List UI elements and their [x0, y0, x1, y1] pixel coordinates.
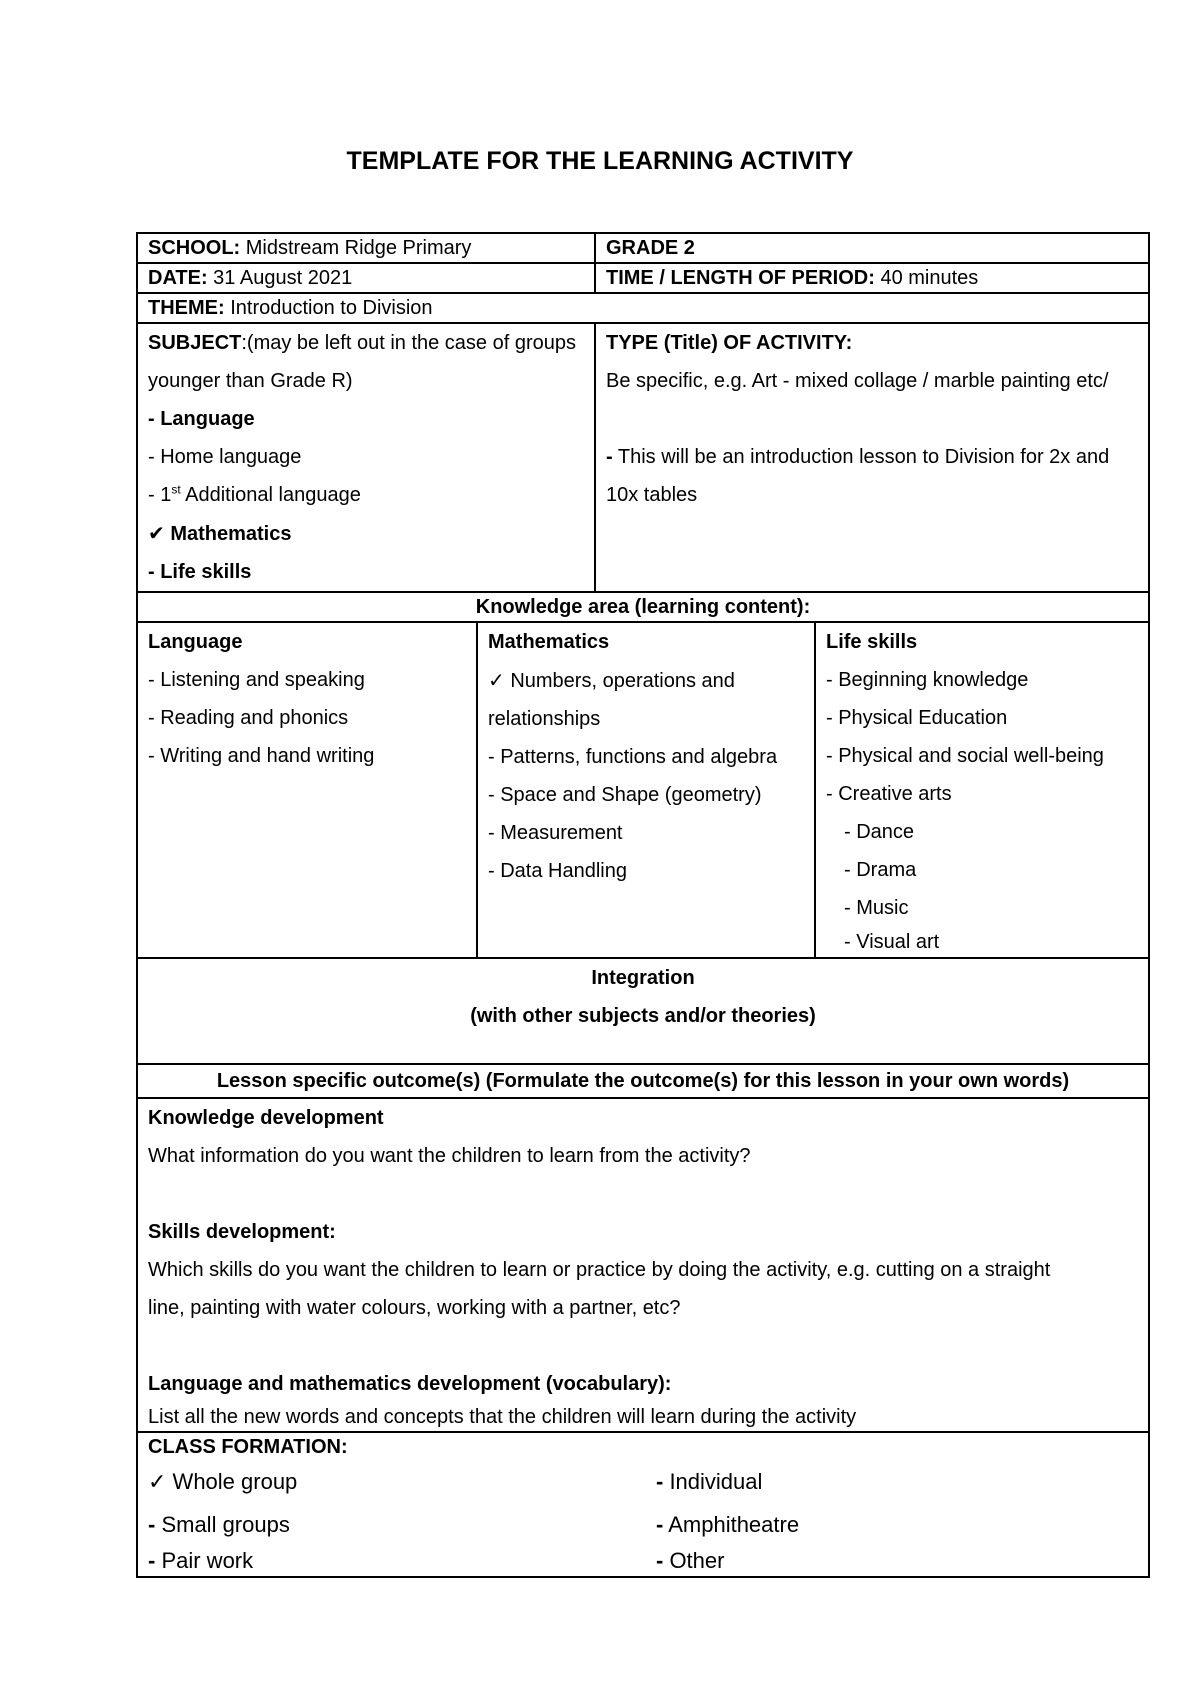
pair-work-label: Pair work [155, 1548, 254, 1573]
mathematics-item: - Measurement [488, 822, 623, 844]
subject-home-language: - Home language [148, 446, 302, 468]
language-column [138, 623, 476, 957]
time-value: 40 minutes [874, 267, 979, 289]
time-cell [594, 264, 1148, 292]
language-math-development-label: Language and mathematics development (vocabulary): [148, 1373, 672, 1395]
subject-type-row [138, 324, 1148, 593]
subject-language: - Language [148, 408, 255, 430]
mathematics-column [476, 623, 814, 957]
subject-label: SUBJECT [148, 332, 242, 354]
dash: - [656, 1512, 664, 1537]
mathematics-label: Mathematics [164, 523, 292, 545]
knowledge-area-heading: Knowledge area (learning content): [475, 596, 811, 618]
outcomes-heading: Lesson specific outcome(s) (Formulate the outcome(s) for this lesson in your own words) [216, 1070, 1070, 1092]
class-formation-cell [138, 1433, 1148, 1576]
learning-content-row [138, 623, 1148, 959]
checkmark-icon: ✓ [488, 668, 505, 692]
life-skills-column [814, 623, 1148, 957]
option-other [656, 1546, 1138, 1576]
integration-cell [138, 959, 1148, 1063]
mathematics-item-checked [488, 661, 804, 738]
language-item: - Reading and phonics [148, 707, 349, 729]
subject-additional-language [148, 476, 584, 514]
additional-sup: st [171, 482, 181, 497]
option-pair-work [148, 1546, 656, 1576]
outcomes-spacer [148, 1327, 1138, 1365]
date-value: 31 August 2021 [207, 267, 353, 289]
dash: - [148, 1548, 156, 1573]
additional-rest: Additional language [180, 484, 361, 506]
life-skills-heading: Life skills [826, 631, 918, 653]
mathematics-heading: Mathematics [488, 631, 610, 653]
creative-arts-subitem: - Dance [844, 821, 915, 843]
type-dash: - [606, 446, 613, 468]
dash: - [656, 1469, 664, 1494]
type-description-text: This will be an introduction lesson to Division for 2x and 10x tables [606, 446, 1110, 506]
type-spacer [606, 400, 1138, 438]
page-title: TEMPLATE FOR THE LEARNING ACTIVITY [346, 147, 854, 175]
subject-heading [148, 324, 584, 400]
language-item: - Writing and hand writing [148, 745, 375, 767]
integration-heading: Integration [591, 967, 695, 989]
subject-mathematics [148, 514, 584, 553]
creative-arts-subitem: - Visual art [844, 931, 940, 953]
skills-development-text: Which skills do you want the children to learn or practice by doing the activity, e.g. cutting on a straight line, painting with water colours, working with a partner, etc? [148, 1259, 1051, 1319]
activity-table [136, 232, 1150, 1578]
subject-cell [138, 324, 594, 591]
checkmark-icon: ✓ [148, 1470, 167, 1495]
option-amphitheatre [656, 1504, 1138, 1546]
type-cell [594, 324, 1148, 591]
option-whole-group [148, 1461, 656, 1504]
mathematics-item: - Patterns, functions and algebra [488, 746, 778, 768]
date-row [138, 264, 1148, 294]
integration-row [138, 959, 1148, 1065]
theme-label: THEME: [148, 297, 225, 319]
language-math-development-text: List all the new words and concepts that the children will learn during the activity [148, 1406, 857, 1428]
school-row [138, 234, 1148, 264]
class-formation-options [148, 1461, 1138, 1576]
dash: - [148, 1512, 156, 1537]
school-value: Midstream Ridge Primary [240, 237, 472, 259]
dash: - [656, 1548, 664, 1573]
knowledge-development-label: Knowledge development [148, 1107, 384, 1129]
life-skills-item: - Physical Education [826, 707, 1008, 729]
date-cell [138, 264, 594, 292]
option-individual [656, 1461, 1138, 1504]
outcomes-heading-row [138, 1065, 1148, 1099]
other-label: Other [663, 1548, 725, 1573]
individual-label: Individual [663, 1469, 763, 1494]
outcomes-body-row [138, 1099, 1148, 1433]
date-label: DATE: [148, 267, 208, 289]
school-cell [138, 234, 594, 262]
knowledge-area-row [138, 593, 1148, 623]
theme-cell [138, 294, 1148, 322]
checkmark-icon: ✔ [148, 521, 165, 545]
additional-prefix: - 1 [148, 484, 172, 506]
type-label: TYPE (Title) OF ACTIVITY: [606, 332, 853, 354]
amphitheatre-label: Amphitheatre [663, 1512, 800, 1537]
integration-subheading: (with other subjects and/or theories) [470, 1005, 816, 1027]
class-formation-label: CLASS FORMATION: [148, 1436, 348, 1458]
whole-group-label: Whole group [166, 1469, 298, 1494]
creative-arts-subitem: - Drama [844, 859, 917, 881]
creative-arts-subitem: - Music [844, 897, 909, 919]
time-label: TIME / LENGTH OF PERIOD: [606, 267, 875, 289]
theme-row [138, 294, 1148, 324]
outcomes-body [138, 1099, 1148, 1431]
life-skills-item: - Physical and social well-being [826, 745, 1104, 767]
mathematics-item: - Space and Shape (geometry) [488, 784, 762, 806]
theme-value: Introduction to Division [224, 297, 433, 319]
outcomes-spacer [148, 1175, 1138, 1213]
mathematics-first-item: Numbers, operations and relationships [488, 670, 735, 730]
subject-life-skills: - Life skills [148, 561, 252, 583]
class-formation-row [138, 1433, 1148, 1576]
life-skills-item: - Beginning knowledge [826, 669, 1029, 691]
grade-cell: GRADE 2 [594, 234, 1148, 262]
type-description [606, 438, 1138, 514]
language-item: - Listening and speaking [148, 669, 365, 691]
small-groups-label: Small groups [155, 1512, 290, 1537]
option-small-groups [148, 1504, 656, 1546]
school-label: SCHOOL: [148, 237, 241, 259]
skills-development-label: Skills development: [148, 1221, 336, 1243]
life-skills-item: - Creative arts [826, 783, 952, 805]
mathematics-item: - Data Handling [488, 860, 627, 882]
type-example: Be specific, e.g. Art - mixed collage / marble painting etc/ [606, 370, 1109, 392]
knowledge-development-text: What information do you want the children to learn from the activity? [148, 1145, 751, 1167]
language-heading: Language [148, 631, 243, 653]
subject-note: :(may be left out in the case of groups younger than Grade R) [148, 332, 576, 392]
